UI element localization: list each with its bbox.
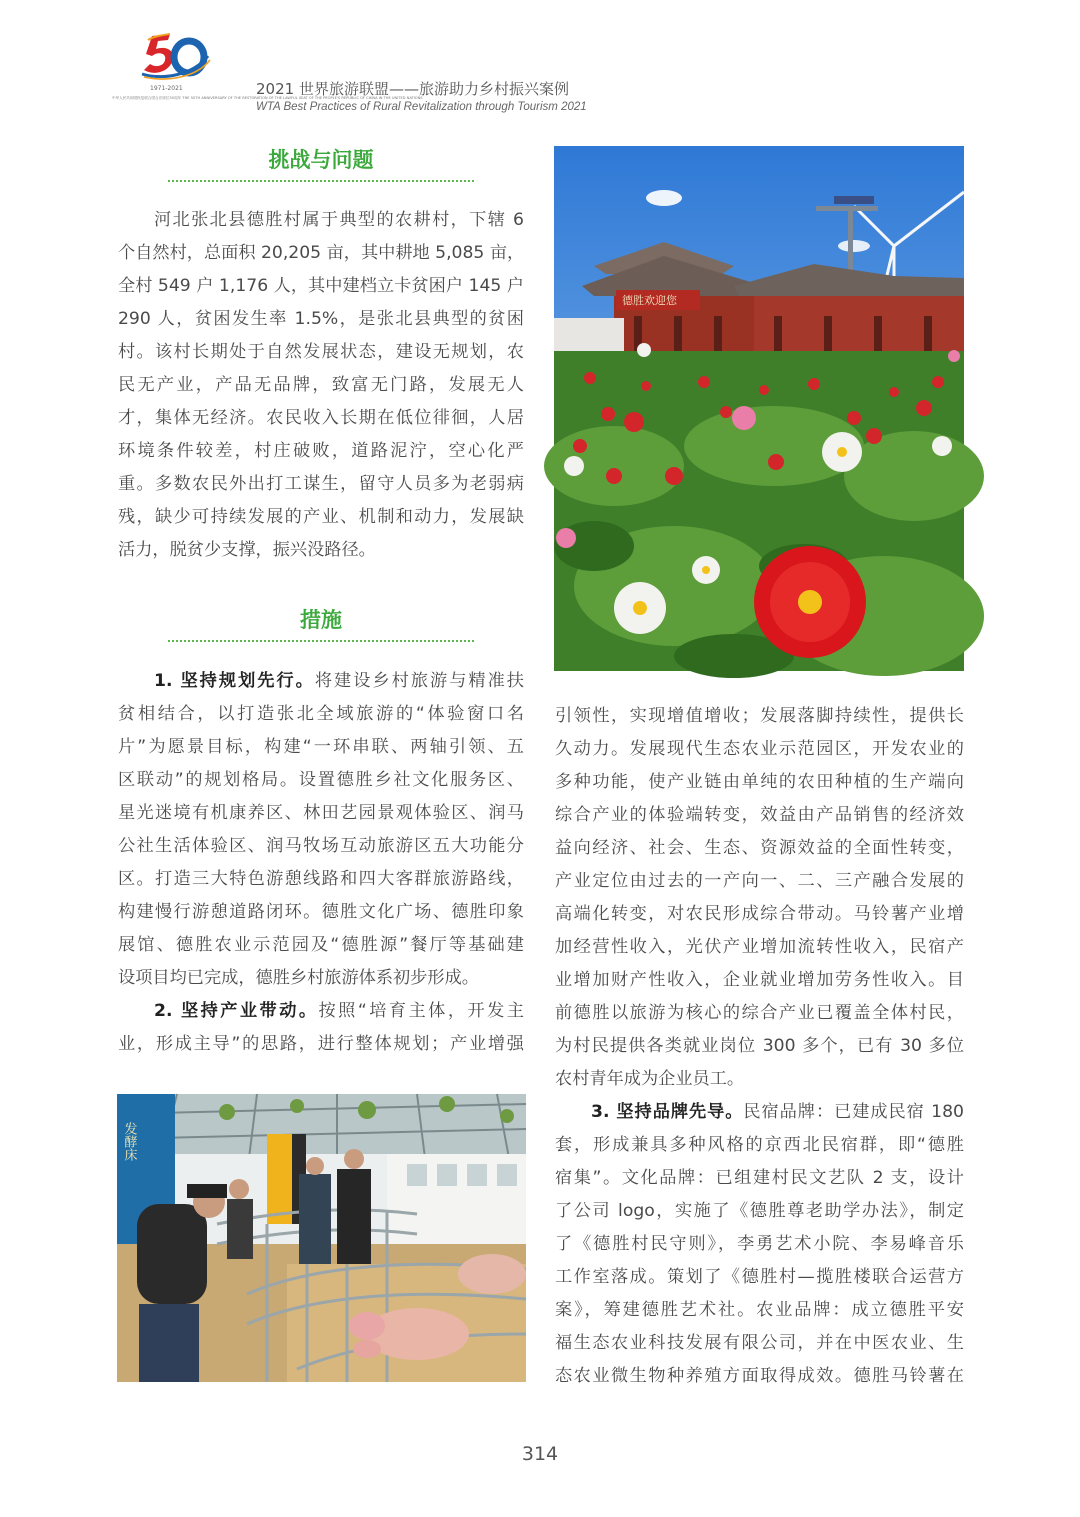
text-line xyxy=(118,995,524,1028)
text-line: 星光迷境有机康养区、林田艺园景观体验区、润马 xyxy=(118,803,524,823)
measure-2-lead: 2. 坚持产业带动。 xyxy=(154,1001,319,1021)
measure-3-lead: 3. 坚持品牌先导。 xyxy=(591,1102,744,1122)
text-line: 久动力。发展现代生态农业示范园区，开发农业的 xyxy=(555,739,964,759)
text-line: 业，形成主导”的思路，进行整体规划；产业增强 xyxy=(118,1034,524,1054)
measure-1-lead: 1. 坚持规划先行。 xyxy=(154,671,315,691)
text-line: 个自然村，总面积 20,205 亩，其中耕地 5,085 亩， xyxy=(118,243,525,263)
text-line: 前德胜以旅游为核心的综合产业已覆盖全体村民， xyxy=(555,1003,964,1023)
text-line: 村。该村长期处于自然发展状态，建设无规划，农 xyxy=(118,342,524,362)
text-line: 业增加财产性收入，企业就业增加劳务性收入。目 xyxy=(555,970,964,990)
text-line: 区。打造三大特色游憩线路和四大客群旅游路线， xyxy=(118,869,524,889)
measure-1-first-rest: 将建设乡村旅游与精准扶 xyxy=(314,671,524,691)
text-line: 残，缺少可持续发展的产业、机制和动力，发展缺 xyxy=(118,507,524,527)
pig-farm-photo xyxy=(117,1094,526,1382)
text-line: 为村民提供各类就业岗位 300 多个，已有 30 多位 xyxy=(555,1036,964,1056)
text-line: 重。多数农民外出打工谋生，留守人员多为老弱病 xyxy=(118,474,524,494)
text-line: 区联动”的规划格局。设置德胜乡社文化服务区、 xyxy=(118,770,524,790)
text-line: 产业定位由过去的一产向一、二、三产融合发展的 xyxy=(555,871,964,891)
text-line: 套，形成兼具多种风格的京西北民宿群，即“德胜 xyxy=(555,1135,964,1155)
running-title-en: WTA Best Practices of Rural Revitalization through Tourism 2021 xyxy=(256,101,587,113)
section-divider xyxy=(168,640,474,642)
text-line: 环境条件较差，村庄破败，道路泥泞，空心化严 xyxy=(118,441,524,461)
text-line: 福生态农业科技发展有限公司，并在中医农业、生 xyxy=(555,1333,964,1353)
text-line xyxy=(118,665,524,698)
section-divider xyxy=(168,180,474,182)
text-line: 片”为愿景目标，构建“一环串联、两轴引领、五 xyxy=(118,737,524,757)
text-line: 了《德胜村民守则》，李勇艺术小院、李易峰音乐 xyxy=(555,1234,964,1254)
logo-caption: 中华人民共和国恢复联合国合法席位50周年 THE 50TH ANNIVERSARY OF THE RESTORATION OF THE LAWFUL SEAT OF THE PEOPLE'S REPUBLIC OF CHINA IN THE UNITED NATIONS xyxy=(112,96,423,100)
flower-field-photo xyxy=(554,146,964,671)
text-line: 活力，脱贫少支撑，振兴没路径。 xyxy=(118,540,376,560)
measure-3-first-rest: 民宿品牌：已建成民宿 180 xyxy=(743,1102,964,1122)
text-line: 设项目均已完成，德胜乡村旅游体系初步形成。 xyxy=(118,968,479,988)
text-line: 了公司 logo，实施了《德胜尊老助学办法》，制定 xyxy=(555,1201,964,1221)
text-line: 益向经济、社会、生态、资源效益的全面性转变， xyxy=(555,838,964,858)
page-number: 314 xyxy=(521,1443,559,1465)
text-line: 工作室落成。策划了《德胜村—揽胜楼联合运营方 xyxy=(555,1267,964,1287)
text-line: 民无产业，产品无品牌，致富无门路，发展无人 xyxy=(118,375,524,395)
text-line: 综合产业的体验端转变，效益由产品销售的经济效 xyxy=(555,805,964,825)
text-line: 才，集体无经济。农民收入长期在低位徘徊，人居 xyxy=(118,408,524,428)
section-title-challenges: 挑战与问题 xyxy=(268,148,374,172)
text-line: 农村青年成为企业员工。 xyxy=(555,1069,745,1089)
text-line: 多种功能，使产业链由单纯的农田种植的生产端向 xyxy=(555,772,964,792)
text-line: 高端化转变，对农民形成综合带动。马铃薯产业增 xyxy=(555,904,964,924)
text-line: 构建慢行游憩道路闭环。德胜文化广场、德胜印象 xyxy=(118,902,524,922)
challenges-paragraph xyxy=(118,204,524,567)
text-line: 公社生活体验区、润马牧场互动旅游区五大功能分 xyxy=(118,836,524,856)
section-title-measures: 措施 xyxy=(300,608,342,632)
text-line: 全村 549 户 1,176 人，其中建档立卡贫困户 145 户 xyxy=(118,276,524,296)
text-line: 290 人，贫困发生率 1.5%，是张北县典型的贫困 xyxy=(118,309,524,329)
text-line: 态农业微生物种养殖方面取得成效。德胜马铃薯在 xyxy=(555,1366,964,1386)
village-welcome-sign: 德胜欢迎您 xyxy=(622,294,677,307)
measure-1-paragraph xyxy=(118,665,524,1061)
running-title-cn: 2021 世界旅游联盟——旅游助力乡村振兴案例 xyxy=(256,80,569,98)
text-line: 引领性，实现增值增收；发展落脚持续性，提供长 xyxy=(555,706,964,726)
text-line: 展馆、德胜农业示范园及“德胜源”餐厅等基础建 xyxy=(118,935,524,955)
text-line: 贫相结合，以打造张北全域旅游的“体验窗口名 xyxy=(118,704,524,724)
text-line: 宿集”。文化品牌：已组建村民文艺队 2 支，设计 xyxy=(555,1168,964,1188)
text-line: 案》，筹建德胜艺术社。农业品牌：成立德胜平安 xyxy=(555,1300,964,1320)
text-line: 加经营性收入，光伏产业增加流转性收入，民宿产 xyxy=(555,937,964,957)
text-line: 河北张北县德胜村属于典型的农耕村，下辖 6 xyxy=(154,210,524,230)
measure-2-continued-paragraph xyxy=(555,700,964,1393)
exhibit-sign: 发酵床 xyxy=(121,1122,137,1161)
logo-years: 1971-2021 xyxy=(150,85,183,92)
anniversary-50-emblem-icon xyxy=(112,30,234,90)
text-line xyxy=(555,1096,964,1129)
measure-2-first-rest: 按照“培育主体，开发主 xyxy=(318,1001,524,1021)
